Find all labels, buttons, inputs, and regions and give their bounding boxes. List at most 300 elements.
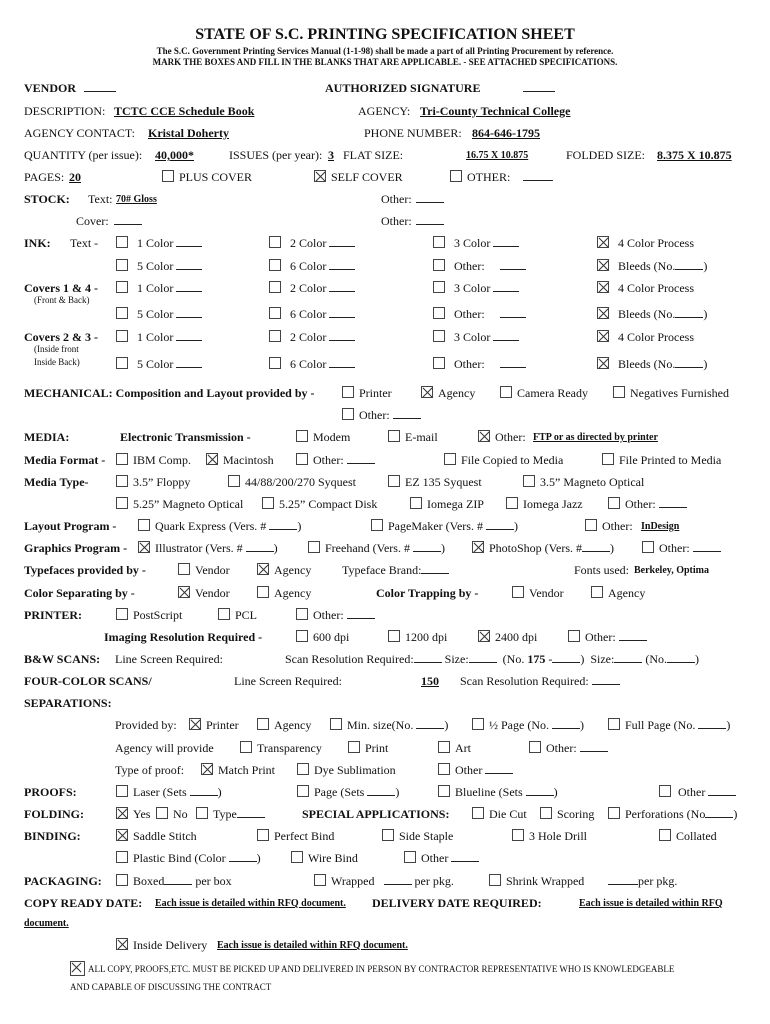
provide-other-field[interactable] [580, 741, 608, 752]
media-modem-label: Modem [313, 430, 351, 444]
ink-text-1color-checkbox[interactable] [116, 236, 128, 248]
ink-text-3color-checkbox[interactable] [433, 236, 445, 248]
graphics-freehand-label: Freehand (Vers. # [325, 541, 410, 555]
trapping-vendor-label: Vendor [529, 586, 564, 600]
binding-side-checkbox[interactable] [382, 829, 394, 841]
format-other-label: Other: [313, 453, 344, 467]
c14-other-checkbox[interactable] [433, 307, 445, 319]
self-cover-label: SELF COVER [331, 170, 403, 184]
type-jazz-checkbox[interactable] [506, 497, 518, 509]
c23-3color-label: 3 Color [454, 330, 491, 344]
c14-bleeds-checkbox[interactable] [597, 307, 609, 319]
packaging-wrapped-field[interactable] [384, 874, 412, 885]
c14-bleeds-label: Bleeds (No. [618, 307, 676, 321]
type-cd-checkbox[interactable] [262, 497, 274, 509]
layout-program-label: Layout Program - [24, 519, 117, 533]
format-other-field[interactable] [347, 453, 375, 464]
proof-dye-label: Dye Sublimation [314, 763, 396, 777]
ink-text-6color-field[interactable] [329, 259, 355, 270]
binding-perfect-label: Perfect Bind [274, 829, 335, 843]
c14-1color-checkbox[interactable] [116, 281, 128, 293]
ink-text-5color-field[interactable] [176, 259, 202, 270]
special-perforations-checkbox[interactable] [608, 807, 620, 819]
proofs-laser-checkbox[interactable] [116, 785, 128, 797]
printer-postscript-checkbox[interactable] [116, 608, 128, 620]
proof-other-checkbox[interactable] [438, 763, 450, 775]
c23-3color-field[interactable] [493, 330, 519, 341]
proof-other-field[interactable] [485, 763, 513, 774]
ink-text-label: Text - [70, 236, 99, 250]
c14-other-field[interactable] [500, 307, 526, 318]
res-1200-checkbox[interactable] [388, 630, 400, 642]
delivery-date-label: DELIVERY DATE REQUIRED: [372, 896, 542, 910]
binding-hole-checkbox[interactable] [512, 829, 524, 841]
special-scoring-checkbox[interactable] [540, 807, 552, 819]
c23-2color-checkbox[interactable] [269, 330, 281, 342]
ink-text-3color-label: 3 Color [454, 236, 491, 250]
proofs-other-field[interactable] [708, 785, 736, 796]
color-trapping-label: Color Trapping by - [376, 586, 479, 600]
bw-no2-field[interactable] [667, 652, 695, 663]
description-value[interactable]: TCTC CCE Schedule Book [114, 104, 255, 118]
c23-5color-checkbox[interactable] [116, 357, 128, 369]
type-ez-label: EZ 135 Syquest [405, 475, 482, 489]
stock-label: STOCK: [24, 192, 70, 206]
stock-cover-other-label: Other: [381, 214, 412, 228]
c14-6color-label: 6 Color [290, 307, 327, 321]
c14-5color-checkbox[interactable] [116, 307, 128, 319]
mech-negatives-label: Negatives Furnished [630, 386, 729, 400]
mech-other-field[interactable] [393, 408, 421, 419]
type-floppy-label: 3.5” Floppy [133, 475, 191, 489]
c23-4color-checkbox[interactable] [597, 330, 609, 342]
type-ez-checkbox[interactable] [388, 475, 400, 487]
res-1200-label: 1200 dpi [405, 630, 448, 644]
layout-other-label: Other: [602, 519, 633, 533]
proof-match-label: Match Print [218, 763, 275, 777]
graphics-illustrator-field[interactable] [246, 541, 274, 552]
mech-negatives-checkbox[interactable] [613, 386, 625, 398]
stock-text-other-field[interactable] [416, 192, 444, 203]
agency-will-provide-label: Agency will provide [115, 741, 214, 755]
special-applications-label: SPECIAL APPLICATIONS: [302, 807, 450, 821]
c14-3color-checkbox[interactable] [433, 281, 445, 293]
sep-min-checkbox[interactable] [330, 718, 342, 730]
format-other-checkbox[interactable] [296, 453, 308, 465]
graphics-other-field[interactable] [693, 541, 721, 552]
four-color-scans-label: FOUR-COLOR SCANS/ [24, 674, 152, 688]
format-printed-label: File Printed to Media [619, 453, 722, 467]
media-other-value[interactable]: FTP or as directed by printer [533, 432, 658, 443]
res-other-checkbox[interactable] [568, 630, 580, 642]
quantity-label: QUANTITY (per issue): [24, 148, 143, 162]
media-other-label: Other: [495, 430, 526, 444]
c14-6color-field[interactable] [329, 307, 355, 318]
media-format-label: Media Format - [24, 453, 106, 467]
folding-yes-checkbox[interactable] [116, 807, 128, 819]
auth-signature-label: AUTHORIZED SIGNATURE [325, 81, 481, 95]
sep-half-field[interactable] [552, 718, 580, 729]
ink-text-bleeds-checkbox[interactable] [597, 259, 609, 271]
folded-size-value[interactable]: 8.375 X 10.875 [657, 148, 732, 162]
c14-4color-checkbox[interactable] [597, 281, 609, 293]
bw-size2-label: Size: [590, 652, 615, 666]
ink-text-2color-checkbox[interactable] [269, 236, 281, 248]
provide-other-checkbox[interactable] [529, 741, 541, 753]
printer-label: PRINTER: [24, 608, 83, 622]
ink-text-1color-field[interactable] [176, 236, 202, 247]
binding-label: BINDING: [24, 829, 81, 843]
four-scan-res-field[interactable] [592, 674, 620, 685]
packaging-boxed-label: Boxed [133, 874, 165, 888]
packaging-perpkg2-label: per pkg. [638, 874, 678, 888]
c23-4color-label: 4 Color Process [618, 330, 694, 344]
header-line-2: MARK THE BOXES AND FILL IN THE BLANKS THAT ARE APPLICABLE. - SEE ATTACHED SPECIFICATIONS. [152, 57, 618, 67]
bw-no2-label: (No. [645, 652, 667, 666]
graphics-photoshop-field[interactable] [582, 541, 610, 552]
c14-3color-field[interactable] [493, 281, 519, 292]
mech-printer-checkbox[interactable] [342, 386, 354, 398]
folding-type-checkbox[interactable] [196, 807, 208, 819]
c14-3color-label: 3 Color [454, 281, 491, 295]
provide-art-checkbox[interactable] [438, 741, 450, 753]
printer-other-checkbox[interactable] [296, 608, 308, 620]
type-syquest-label: 44/88/200/270 Syquest [245, 475, 357, 489]
sep-full-field[interactable] [698, 718, 726, 729]
format-copied-checkbox[interactable] [444, 453, 456, 465]
packaging-label: PACKAGING: [24, 874, 102, 888]
folding-type-field[interactable] [237, 807, 265, 818]
mech-other-checkbox[interactable] [342, 408, 354, 420]
c23-2color-field[interactable] [329, 330, 355, 341]
c23-bleeds-checkbox[interactable] [597, 357, 609, 369]
provide-print-label: Print [365, 741, 389, 755]
ink-text-5color-checkbox[interactable] [116, 259, 128, 271]
sep-half-checkbox[interactable] [472, 718, 484, 730]
res-600-label: 600 dpi [313, 630, 350, 644]
special-scoring-label: Scoring [557, 807, 595, 821]
covers-23-sub-2: Inside Back) [34, 357, 80, 367]
other-cover-field[interactable] [523, 170, 553, 181]
mech-agency-checkbox[interactable] [421, 386, 433, 398]
auth-signature-field[interactable] [523, 81, 555, 92]
ink-text-bleeds-field[interactable] [675, 259, 703, 270]
c14-other-label: Other: [454, 307, 485, 321]
res-600-checkbox[interactable] [296, 630, 308, 642]
typefaces-agency-checkbox[interactable] [257, 563, 269, 575]
sep-printer-label: Printer [206, 718, 239, 732]
issues-label: ISSUES (per year): [229, 148, 323, 162]
folding-label: FOLDING: [24, 807, 84, 821]
stock-cover-other-field[interactable] [416, 214, 444, 225]
graphics-freehand-field[interactable] [413, 541, 441, 552]
media-other-checkbox[interactable] [478, 430, 490, 442]
sep-printer-checkbox[interactable] [189, 718, 201, 730]
self-cover-checkbox[interactable] [314, 170, 326, 182]
bw-no-value[interactable]: 175 [527, 652, 546, 666]
vendor-field[interactable] [84, 81, 116, 92]
issues-value[interactable]: 3 [328, 148, 334, 162]
spec-sheet: STATE OF S.C. PRINTING SPECIFICATION SHEET The S.C. Government Printing Services Manual (1-1-98) shall be made a part of all Printing Procurement by reference. MARK THE BOXES AND FILL IN THE BLANKS THAT ARE APPLICABLE. - SEE ATTACHED SPECIFICATIONS. VENDOR AUTHORIZED SIGNATURE DESCRIPTION: TCTC CCE Schedule Book AGENCY: Tri-County Technical College AGENCY CONTACT: Kristal Doherty PHONE NUMBER: 864-646-1795 QUANTITY (per issue): 40,000* ISSUES (per year): 3 FLAT SIZE: 16.75 X 10.875 FOLDED SIZE: 8.375 X 10.875 PAGES: 20 PLUS COVER SELF COVER OTHER: STOCK: Text: 70# Gloss Other: Cover: Other: INK: Text - 1 Color 2 Color 3 Color 4 Color Process 5 Color 6 Color Other: Bleeds (No. ) Covers 1 & 4 - (Front & Back) 1 Color 2 Color 3 Color 4 Color Process 5 Color 6 Color Other: Bleeds (No. ) Covers 2 & 3 - (Inside front Inside Back) 1 Color 2 Color 3 Color 4 Color Process 5 Color 6 Color Other: Bleeds (No. ) MECHANICAL: Composition and Layout provided by - Printer Agency Camera Ready Negatives Furnished Other: MEDIA: Electronic Transmission - Modem E-mail Other: FTP or as directed by printer Media Format - IBM Comp. Macintosh Other: File Copied to Media File Printed to Media Media Type- 3.5” Floppy 44/88/200/270 Syquest EZ 135 Syquest 3.5” Magneto Optical 5.25” Magneto Optical 5.25” Compact Disk Iomega ZIP Iomega Jazz Other: Layout Program - Quark Express (Vers. # ) PageMaker (Vers. # ) Other: InDesign Graphics Program - Illustrator (Vers. # ) Freehand (Vers. # ) PhotoShop (Vers. # ) Other: Typefaces provided by - Vendor Agency Typeface Brand: Fonts used: Berkeley, Optima Color Separating by - Vendor Agency Color Trapping by - Vendor Agency PRINTER: PostScript PCL Other: Imaging Resolution Required - 600 dpi 1200 dpi 2400 dpi Other: B&W SCANS: Line Screen Required: Scan Resolution Required: Size: (No. 175 - ) Size: (No. ) FOUR-COLOR SCANS/ Line Screen Required: 150 Scan Resolution Required: SEPARATIONS: Provided by: Printer Agency Min. size(No. ) ½ Page (No. ) Full Page (No. ) Agency will provide Transparency Print Art Other: Type of proof: Match Print Dye Sublimation Other PROOFS: Laser (Sets ) Page (Sets ) Blueline (Sets ) Other FOLDING: Yes No Type SPECIAL APPLICATIONS: Die Cut Scoring Perforations (No ) BINDING: Saddle Stitch Perfect Bind Side Staple 3 Hole Drill Collated Plastic Bind (Color ) Wire Bind Other PACKAGING: Boxed per box Wrapped per pkg. Shrink Wrapped per pkg. COPY READY DATE: Each issue is detailed within RFQ document. DELIVERY DATE REQUIRED: Each issue is detailed within RFQ document. Inside Delivery Each issue is detailed within RFQ document. ALL COPY, PROOFS,ETC. MUST BE PICKED UP AND DELIVERED IN PERSON BY CONTRACTOR REPRESENTATIVE WHO IS KNOWLEDGEABLE AND CAPABLE OF DISCUSSING THE CONTRACT [0, 0, 770, 1024]
c23-1color-label: 1 Color [137, 330, 174, 344]
packaging-wrapped-label: Wrapped [331, 874, 375, 888]
agency-label: AGENCY: [358, 104, 411, 118]
graphics-photoshop-checkbox[interactable] [472, 541, 484, 553]
c23-1color-checkbox[interactable] [116, 330, 128, 342]
type-zip-checkbox[interactable] [410, 497, 422, 509]
trapping-agency-label: Agency [608, 586, 646, 600]
inside-delivery-label: Inside Delivery [133, 938, 208, 952]
four-line-screen-label: Line Screen Required: [234, 674, 342, 688]
fonts-used-value[interactable]: Berkeley, Optima [634, 565, 709, 576]
c14-2color-label: 2 Color [290, 281, 327, 295]
binding-other-field[interactable] [451, 851, 479, 862]
binding-wire-label: Wire Bind [308, 851, 358, 865]
c23-other-checkbox[interactable] [433, 357, 445, 369]
ink-text-other-checkbox[interactable] [433, 259, 445, 271]
packaging-shrink-checkbox[interactable] [489, 874, 501, 886]
colorsep-vendor-checkbox[interactable] [178, 586, 190, 598]
plus-cover-label: PLUS COVER [179, 170, 253, 184]
bw-scans-label: B&W SCANS: [24, 652, 101, 666]
packaging-wrapped-checkbox[interactable] [314, 874, 326, 886]
format-ibm-checkbox[interactable] [116, 453, 128, 465]
binding-collated-checkbox[interactable] [659, 829, 671, 841]
ink-text-5color-label: 5 Color [137, 259, 174, 273]
stock-text-value[interactable]: 70# Gloss [116, 194, 157, 205]
header-line-1: The S.C. Government Printing Services Manual (1-1-98) shall be made a part of all Printing Procurement by reference. [156, 46, 614, 56]
description-label: DESCRIPTION: [24, 104, 106, 118]
mech-camera-checkbox[interactable] [500, 386, 512, 398]
ink-text-6color-checkbox[interactable] [269, 259, 281, 271]
flat-size-label: FLAT SIZE: [343, 148, 404, 162]
typefaces-label: Typefaces provided by - [24, 563, 146, 577]
proofs-blueline-checkbox[interactable] [438, 785, 450, 797]
layout-pagemaker-checkbox[interactable] [371, 519, 383, 531]
c23-6color-label: 6 Color [290, 357, 327, 371]
c14-5color-field[interactable] [176, 307, 202, 318]
media-email-checkbox[interactable] [388, 430, 400, 442]
layout-pagemaker-field[interactable] [486, 519, 514, 530]
proofs-laser-label: Laser (Sets [133, 785, 187, 799]
trapping-agency-checkbox[interactable] [591, 586, 603, 598]
binding-side-label: Side Staple [399, 829, 454, 843]
c23-other-field[interactable] [500, 357, 526, 368]
printer-other-field[interactable] [347, 608, 375, 619]
c14-2color-field[interactable] [329, 281, 355, 292]
pages-label: PAGES: [24, 170, 65, 184]
binding-plastic-checkbox[interactable] [116, 851, 128, 863]
proofs-page-checkbox[interactable] [297, 785, 309, 797]
inside-delivery-value[interactable]: Each issue is detailed within RFQ document. [217, 940, 408, 951]
c23-3color-checkbox[interactable] [433, 330, 445, 342]
folding-no-label: No [173, 807, 188, 821]
c23-6color-field[interactable] [329, 357, 355, 368]
c23-2color-label: 2 Color [290, 330, 327, 344]
bw-size-label: Size: [444, 652, 469, 666]
four-line-screen-value[interactable]: 150 [421, 674, 439, 688]
copy-ready-date-label: COPY READY DATE: [24, 896, 143, 910]
c14-2color-checkbox[interactable] [269, 281, 281, 293]
quantity-value[interactable]: 40,000* [155, 148, 194, 162]
fonts-used-label: Fonts used: [574, 563, 630, 577]
type-mo525-label: 5.25” Magneto Optical [133, 497, 244, 511]
binding-other-checkbox[interactable] [404, 851, 416, 863]
other-cover-checkbox[interactable] [450, 170, 462, 182]
typefaces-vendor-checkbox[interactable] [178, 563, 190, 575]
c14-1color-field[interactable] [176, 281, 202, 292]
c23-5color-label: 5 Color [137, 357, 174, 371]
proofs-page-label: Page (Sets [314, 785, 365, 799]
plus-cover-checkbox[interactable] [162, 170, 174, 182]
bw-line-screen-label: Line Screen Required: [115, 652, 223, 666]
special-diecut-checkbox[interactable] [472, 807, 484, 819]
proofs-other-checkbox[interactable] [659, 785, 671, 797]
proofs-blueline-label: Blueline (Sets [455, 785, 523, 799]
vendor-label: VENDOR [24, 81, 77, 95]
type-other-checkbox[interactable] [608, 497, 620, 509]
c14-bleeds-field[interactable] [675, 307, 703, 318]
separations-label: SEPARATIONS: [24, 696, 112, 710]
packaging-perpkg-label: per pkg. [414, 874, 454, 888]
packaging-boxed-checkbox[interactable] [116, 874, 128, 886]
sep-min-field[interactable] [416, 718, 444, 729]
format-mac-label: Macintosh [223, 453, 274, 467]
trapping-vendor-checkbox[interactable] [512, 586, 524, 598]
bw-size2-field[interactable] [614, 652, 642, 663]
ink-text-3color-field[interactable] [493, 236, 519, 247]
binding-plastic-field[interactable] [229, 851, 257, 862]
c23-other-label: Other: [454, 357, 485, 371]
bw-scan-res-field[interactable] [414, 652, 442, 663]
delivery-date-value[interactable]: Each issue is detailed within RFQ [579, 898, 723, 909]
printer-pcl-checkbox[interactable] [218, 608, 230, 620]
type-mo525-checkbox[interactable] [116, 497, 128, 509]
layout-other-value[interactable]: InDesign [641, 521, 680, 532]
other-cover-label: OTHER: [467, 170, 511, 184]
packaging-boxed-field[interactable] [164, 874, 192, 885]
pages-value[interactable]: 20 [69, 170, 81, 184]
c23-5color-field[interactable] [176, 357, 202, 368]
bw-size-field[interactable] [469, 652, 497, 663]
type-cd-label: 5.25” Compact Disk [279, 497, 378, 511]
layout-quark-field[interactable] [269, 519, 297, 530]
proofs-laser-field[interactable] [190, 785, 218, 796]
proofs-blueline-field[interactable] [526, 785, 554, 796]
binding-other-label: Other [421, 851, 449, 865]
typeface-brand-label: Typeface Brand: [342, 563, 422, 577]
colorsep-agency-label: Agency [274, 586, 312, 600]
special-perforations-field[interactable] [705, 807, 733, 818]
pickup-delivery-checkbox[interactable] [70, 961, 85, 976]
sep-half-label: ½ Page (No. [489, 718, 549, 732]
c14-4color-label: 4 Color Process [618, 281, 694, 295]
footer-line-1: ALL COPY, PROOFS,ETC. MUST BE PICKED UP AND DELIVERED IN PERSON BY CONTRACTOR REPRESENTATIVE WHO IS KNOWLEDGEABLE [88, 964, 675, 974]
flat-size-value[interactable]: 16.75 X 10.875 [466, 150, 529, 161]
inside-delivery-checkbox[interactable] [116, 938, 128, 950]
agency-value[interactable]: Tri-County Technical College [420, 104, 571, 118]
type-other-label: Other: [625, 497, 656, 511]
binding-saddle-checkbox[interactable] [116, 829, 128, 841]
layout-quark-checkbox[interactable] [138, 519, 150, 531]
folding-no-checkbox[interactable] [156, 807, 168, 819]
binding-collated-label: Collated [676, 829, 717, 843]
c23-6color-checkbox[interactable] [269, 357, 281, 369]
provide-transparency-checkbox[interactable] [240, 741, 252, 753]
provide-other-label: Other: [546, 741, 577, 755]
graphics-freehand-checkbox[interactable] [308, 541, 320, 553]
packaging-perbox-label: per box [195, 874, 232, 888]
layout-other-checkbox[interactable] [585, 519, 597, 531]
media-modem-checkbox[interactable] [296, 430, 308, 442]
graphics-program-label: Graphics Program - [24, 541, 128, 555]
c23-bleeds-field[interactable] [675, 357, 703, 368]
binding-wire-checkbox[interactable] [291, 851, 303, 863]
ink-text-2color-field[interactable] [329, 236, 355, 247]
covers-23-label: Covers 2 & 3 - [24, 330, 98, 344]
mech-other-label: Other: [359, 408, 390, 422]
sep-agency-checkbox[interactable] [257, 718, 269, 730]
typefaces-vendor-label: Vendor [195, 563, 230, 577]
graphics-illustrator-checkbox[interactable] [138, 541, 150, 553]
format-printed-checkbox[interactable] [602, 453, 614, 465]
footer-line-2: AND CAPABLE OF DISCUSSING THE CONTRACT [70, 982, 272, 992]
ink-text-other-field[interactable] [500, 259, 526, 270]
type-mo35-checkbox[interactable] [523, 475, 535, 487]
format-mac-checkbox[interactable] [206, 453, 218, 465]
c14-6color-checkbox[interactable] [269, 307, 281, 319]
provide-print-checkbox[interactable] [348, 741, 360, 753]
color-separating-label: Color Separating by - [24, 586, 135, 600]
delivery-date-value-cont: document. [24, 918, 69, 929]
res-other-label: Other: [585, 630, 616, 644]
stock-cover-field[interactable] [114, 214, 142, 225]
c23-1color-field[interactable] [176, 330, 202, 341]
page-title: STATE OF S.C. PRINTING SPECIFICATION SHEET [195, 26, 575, 43]
res-2400-checkbox[interactable] [478, 630, 490, 642]
proofs-page-field[interactable] [367, 785, 395, 796]
printer-other-label: Other: [313, 608, 344, 622]
folding-yes-label: Yes [133, 807, 151, 821]
packaging-shrink-field[interactable] [608, 874, 638, 885]
binding-perfect-checkbox[interactable] [257, 829, 269, 841]
type-floppy-checkbox[interactable] [116, 475, 128, 487]
ink-text-4color-checkbox[interactable] [597, 236, 609, 248]
graphics-photoshop-label: PhotoShop (Vers. # [489, 541, 583, 555]
phone-value[interactable]: 864-646-1795 [472, 126, 540, 140]
provide-art-label: Art [455, 741, 471, 755]
type-zip-label: Iomega ZIP [427, 497, 484, 511]
graphics-other-checkbox[interactable] [642, 541, 654, 553]
copy-ready-date-value[interactable]: Each issue is detailed within RFQ document. [155, 898, 346, 909]
media-type-label: Media Type- [24, 475, 89, 489]
bw-no-field[interactable] [552, 652, 580, 663]
proof-match-checkbox[interactable] [201, 763, 213, 775]
type-other-field[interactable] [659, 497, 687, 508]
typeface-brand-field[interactable] [421, 563, 449, 574]
contact-value[interactable]: Kristal Doherty [148, 126, 229, 140]
printer-pcl-label: PCL [235, 608, 258, 622]
typefaces-agency-label: Agency [274, 563, 312, 577]
sep-full-checkbox[interactable] [608, 718, 620, 730]
provided-by-label: Provided by: [115, 718, 177, 732]
type-syquest-checkbox[interactable] [228, 475, 240, 487]
mech-agency-label: Agency [438, 386, 476, 400]
colorsep-agency-checkbox[interactable] [257, 586, 269, 598]
res-other-field[interactable] [619, 630, 647, 641]
ink-text-other-label: Other: [454, 259, 485, 273]
proof-dye-checkbox[interactable] [297, 763, 309, 775]
